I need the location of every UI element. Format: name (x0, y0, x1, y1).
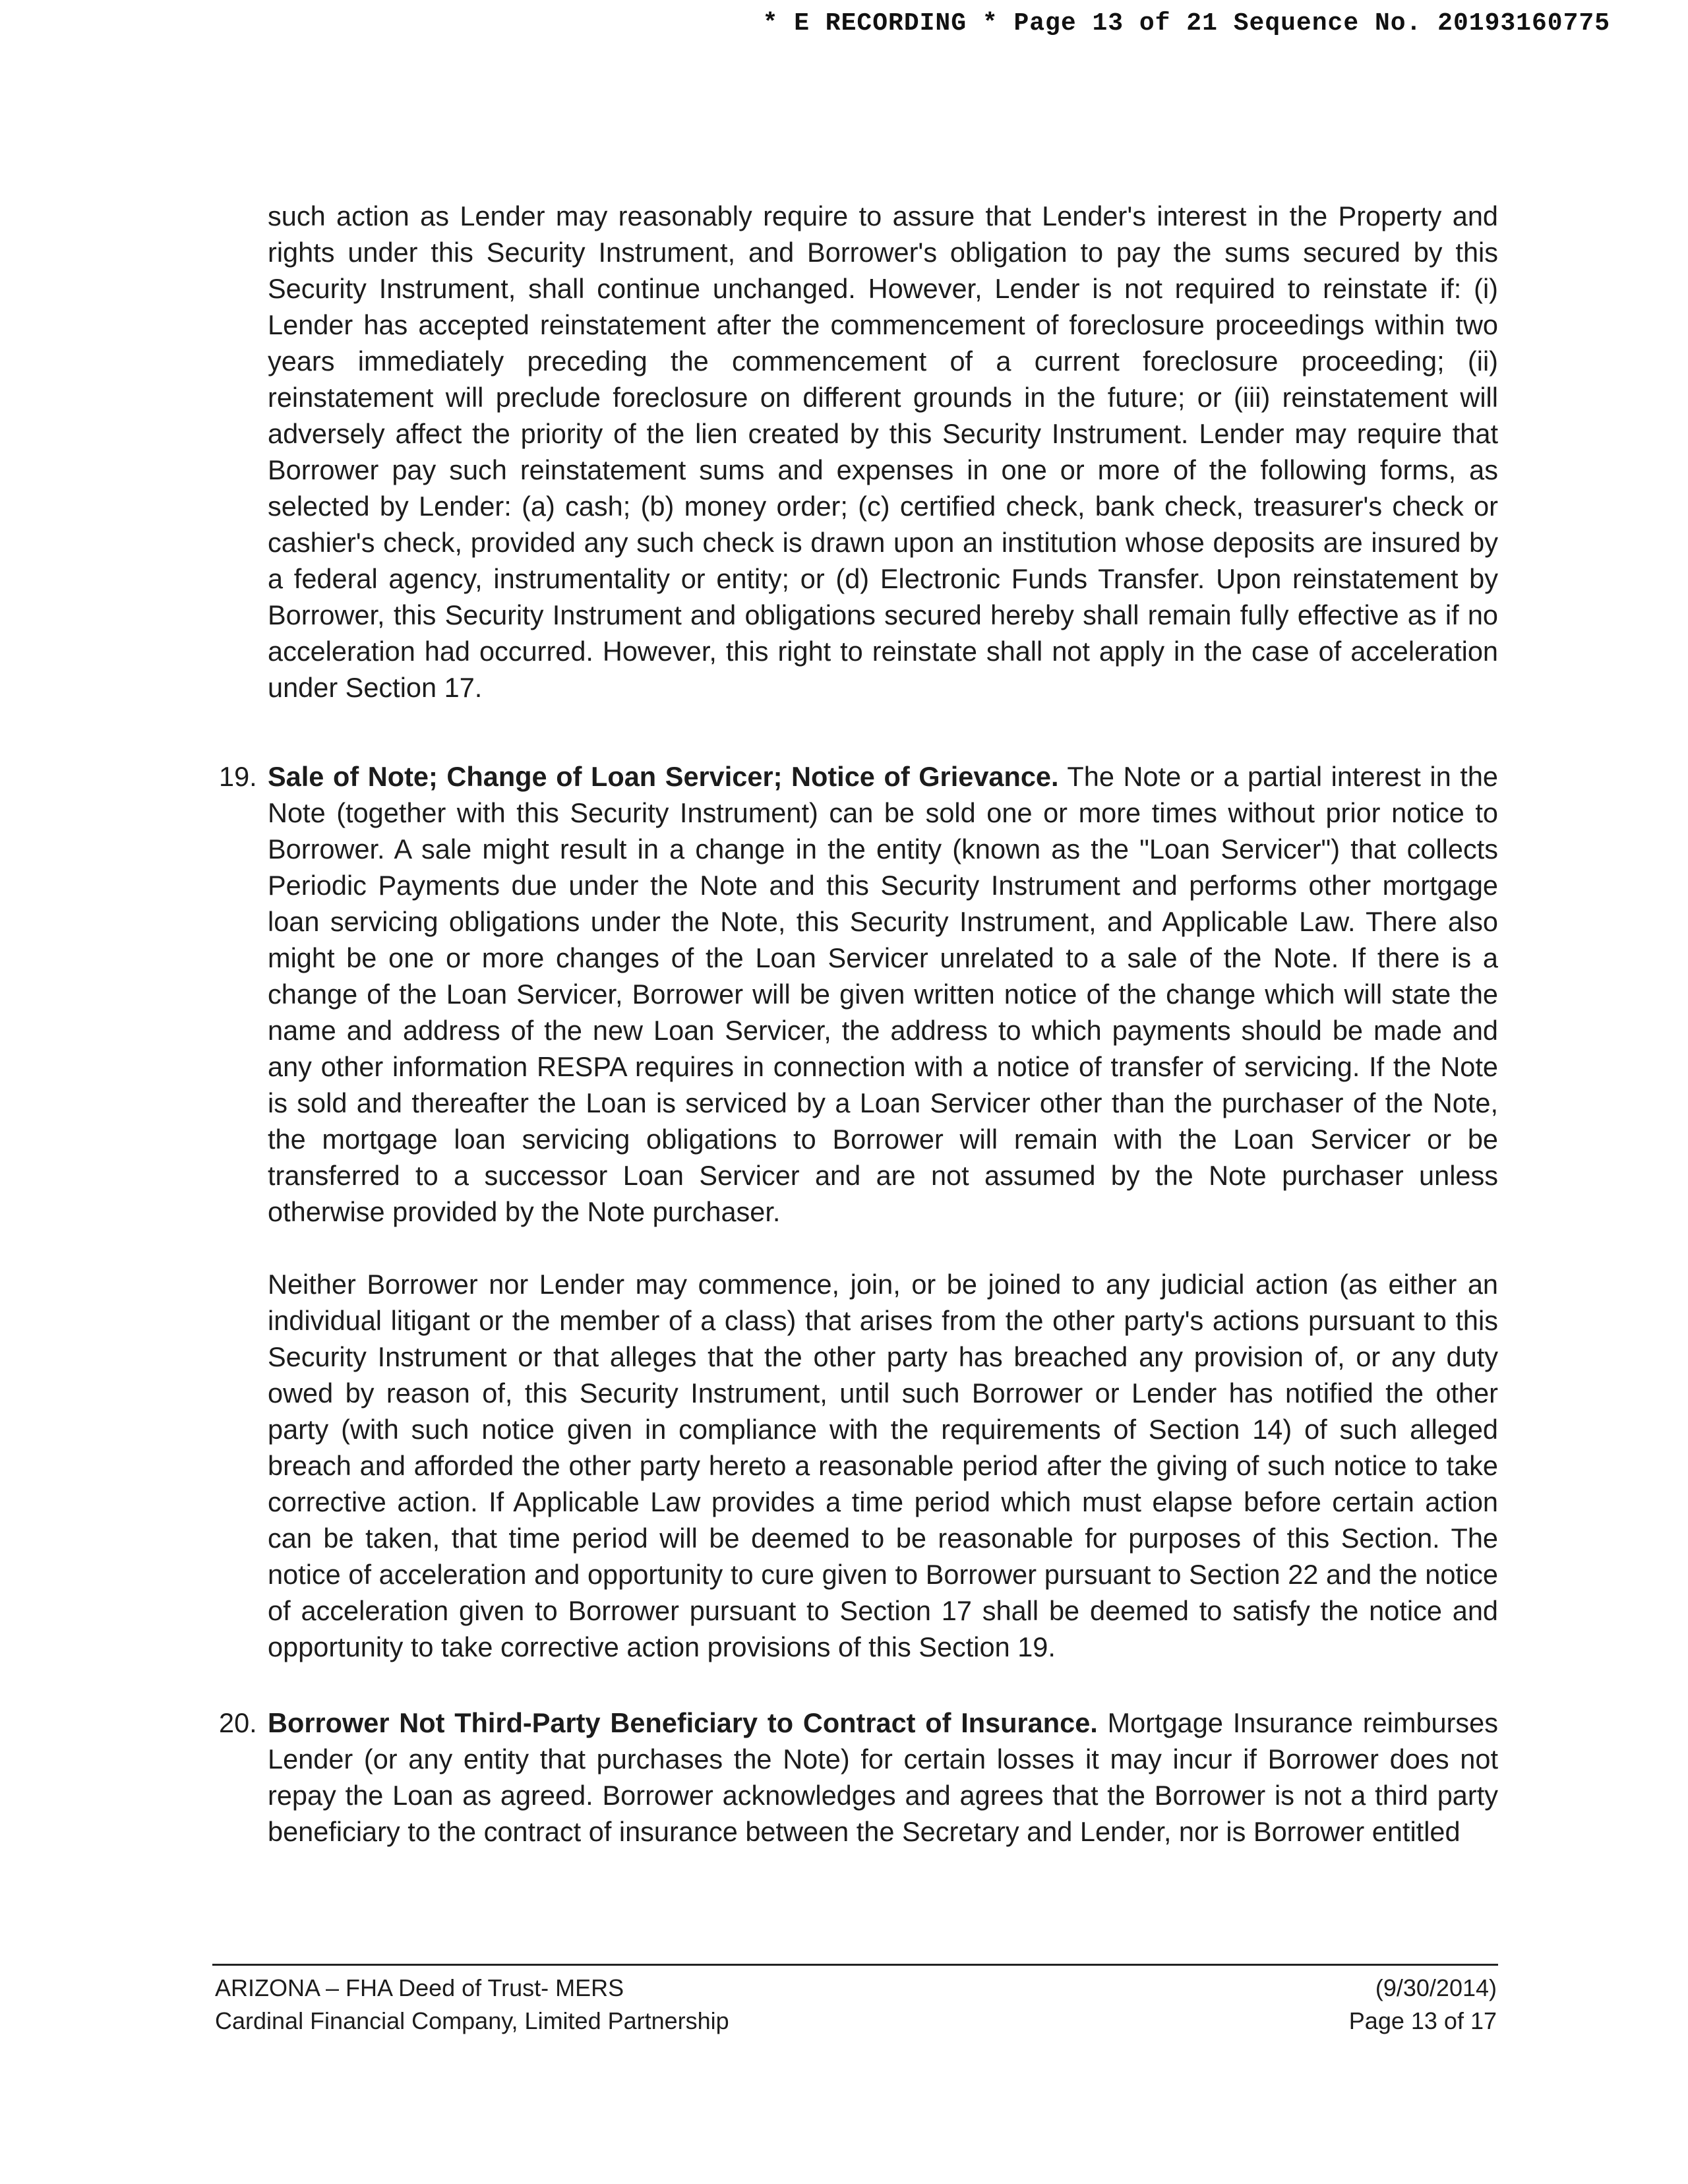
section-20-text: Mortgage Insurance reimburses Lender (or any entity that purchases the Note) for certain losses it may incur if Borrower does not repay the Loan as agreed. Borrower acknowledges and agrees that the Borrower is not a third party beneficiary to the contract of insurance between the Secretary and Lender, nor is Borrower entitled (268, 1707, 1499, 1847)
footer-form-title: ARIZONA – FHA Deed of Trust- MERS (215, 1974, 624, 2001)
recording-header: * E RECORDING * Page 13 of 21 Sequence No. 20193160775 (762, 9, 1610, 38)
footer-right (1349, 1972, 1497, 2038)
footer-divider (212, 1964, 1498, 1966)
section-19-heading: Sale of Note; Change of Loan Servicer; Notice of Grievance. (268, 761, 1059, 792)
section-20-number: 20. (219, 1707, 257, 1738)
section-20-heading: Borrower Not Third-Party Beneficiary to Contract of Insurance. (268, 1707, 1098, 1738)
section-19-text: The Note or a partial interest in the Note (together with this Security Instrument) can be sold one or more times without prior notice to Borrower. A sale might result in a change in the entity (known as the "Loan Servicer") that collects Periodic Payments due under the Note and this Security Instrument and performs other mortgage loan servicing obligations under the Note, this Security Instrument, and Applicable Law. There also might be one or more changes of the Loan Servicer unrelated to a sale of the Note. If there is a change of the Loan Servicer, Borrower will be given written notice of the change which will state the name and address of the new Loan Servicer, the address to which payments should be made and any other information RESPA requires in connection with a notice of transfer of servicing. If the Note is sold and thereafter the Loan is serviced by a Loan Servicer other than the purchaser of the Note, the mortgage loan servicing obligations to Borrower will remain with the Loan Servicer or be transferred to a successor Loan Servicer and are not assumed by the Note purchaser unless otherwise provided by the Note purchaser. (268, 761, 1498, 1227)
section-19-paragraph (268, 758, 1498, 1230)
footer-company: Cardinal Financial Company, Limited Partnership (215, 2007, 729, 2034)
section-19-number: 19. (219, 761, 257, 792)
section-20-paragraph (268, 1705, 1498, 1850)
footer-page-number: Page 13 of 17 (1348, 2007, 1497, 2034)
footer-date: (9/30/2014) (1375, 1974, 1497, 2001)
section-19-paragraph-2: Neither Borrower nor Lender may commence, join, or be joined to any judicial action (as either an individual litigant or the member of a class) that arises from the other party's actions pursuant to this Security Instrument or that alleges that the other party has breached any provision of, or any duty owed by reason of, this Security Instrument, until such Borrower or Lender has notified the other party (with such notice given in compliance with the requirements of Section 14) of such alleged breach and afforded the other party hereto a reasonable period after the giving of such notice to take corrective action. If Applicable Law provides a time period which must elapse before certain action can be taken, that time period will be deemed to be reasonable for purposes of this Section. The notice of acceleration and opportunity to cure given to Borrower pursuant to Section 22 and the notice of acceleration given to Borrower pursuant to Section 17 shall be deemed to satisfy the notice and opportunity to take corrective action provisions of this Section 19. (268, 1269, 1498, 1662)
footer-left (215, 1972, 729, 2038)
continuation-paragraph: such action as Lender may reasonably require to assure that Lender's interest in the Property and rights under this Security Instrument, and Borrower's obligation to pay the sums secured by this Security Instrument, shall continue unchanged. However, Lender is not required to reinstate if: (i) Lender has accepted reinstatement after the commencement of foreclosure proceedings within two years immediately preceding the commencement of a current foreclosure proceeding; (ii) reinstatement will preclude foreclosure on different grounds in the future; or (iii) reinstatement will adversely affect the priority of the lien created by this Security Instrument. Lender may require that Borrower pay such reinstatement sums and expenses in one or more of the following forms, as selected by Lender: (a) cash; (b) money order; (c) certified check, bank check, treasurer's check or cashier's check, provided any such check is drawn upon an institution whose deposits are insured by a federal agency, instrumentality or entity; or (d) Electronic Funds Transfer. Upon reinstatement by Borrower, this Security Instrument and obligations secured hereby shall remain fully effective as if no acceleration had occurred. However, this right to reinstate shall not apply in the case of acceleration under Section 17. (268, 200, 1498, 703)
